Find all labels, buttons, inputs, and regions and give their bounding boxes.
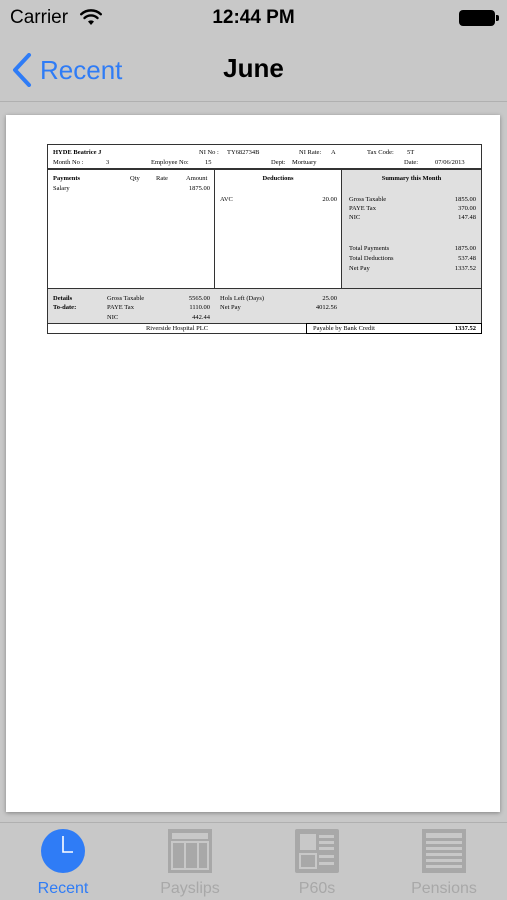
back-button-label: Recent	[40, 54, 123, 85]
battery-icon	[459, 10, 495, 26]
status-bar	[0, 0, 507, 38]
payable-amount: 1337.52	[454, 325, 476, 332]
deduction-item-label: AVC	[220, 196, 233, 203]
tab-p60s[interactable]	[254, 823, 380, 900]
tax-code-value: 5T	[407, 149, 415, 156]
summary-paye-tax-label: PAYE Tax	[349, 205, 376, 212]
hols-left-value: 25.00	[322, 295, 337, 302]
tax-code-label: Tax Code:	[367, 149, 394, 156]
clock-icon	[40, 828, 86, 874]
summary-total-payments-value: 1875.00	[454, 245, 476, 252]
employee-name: HYDE Beatrice J	[53, 149, 102, 156]
payments-header: Payments	[53, 175, 81, 182]
tab-payslips-label: Payslips	[160, 880, 220, 897]
navigation-bar	[0, 38, 507, 102]
payable-label: Payable by Bank Credit	[313, 325, 375, 332]
tab-pensions-label: Pensions	[411, 880, 477, 897]
details-nic-label: NIC	[107, 314, 119, 321]
summary-net-pay-value: 1337.52	[454, 265, 476, 272]
pensions-icon	[421, 828, 467, 874]
summary-header: Summary this Month	[381, 175, 442, 182]
summary-paye-tax-value: 370.00	[458, 205, 476, 212]
hols-left-label: Hols Left (Days)	[220, 295, 265, 302]
ni-no-label: NI No :	[199, 149, 219, 156]
date-label: Date:	[404, 159, 419, 166]
tab-bar	[0, 822, 507, 900]
payslip-page	[6, 115, 500, 812]
summary-gross-taxable-label: Gross Taxable	[349, 196, 387, 203]
clock-time: 12:44 PM	[212, 7, 295, 28]
details-net-pay-value: 4012.56	[315, 304, 337, 311]
employer-name: Riverside Hospital PLC	[145, 325, 209, 332]
payment-item-amount: 1875.00	[188, 185, 210, 192]
month-no-value: 3	[106, 159, 110, 166]
summary-total-payments-label: Total Payments	[349, 245, 390, 252]
tab-recent-label: Recent	[37, 880, 89, 897]
details-label: Details	[53, 295, 73, 302]
details-net-pay-label: Net Pay	[220, 304, 241, 311]
summary-gross-taxable-value: 1855.00	[454, 196, 476, 203]
details-gross-taxable-label: Gross Taxable	[107, 295, 145, 302]
payment-item-label: Salary	[53, 185, 70, 192]
p60s-icon	[294, 828, 340, 874]
deduction-item-amount: 20.00	[322, 196, 337, 203]
rate-header: Rate	[156, 175, 168, 182]
deductions-section	[214, 169, 342, 289]
summary-nic-value: 147.48	[458, 214, 476, 221]
amount-header: Amount	[186, 175, 208, 182]
details-gross-taxable-value: 5565.00	[188, 295, 210, 302]
details-nic-value: 442.44	[192, 314, 210, 321]
carrier-label: Carrier	[10, 7, 69, 28]
employee-no-label: Employee No:	[151, 159, 189, 166]
summary-total-deductions-value: 537.48	[458, 255, 476, 262]
ni-rate-label: NI Rate:	[299, 149, 322, 156]
payslips-icon	[167, 828, 213, 874]
document-viewer[interactable]	[0, 103, 507, 821]
details-paye-tax-label: PAYE Tax	[107, 304, 134, 311]
details-paye-tax-value: 1110.00	[189, 304, 210, 311]
dept-value: Mortuary	[292, 159, 317, 166]
tab-recent[interactable]	[0, 823, 126, 900]
deductions-header: Deductions	[262, 175, 294, 182]
tab-payslips[interactable]	[127, 823, 253, 900]
qty-header: Qty	[130, 175, 140, 182]
tab-pensions[interactable]	[381, 823, 507, 900]
month-no-label: Month No :	[53, 159, 84, 166]
summary-nic-label: NIC	[349, 214, 361, 221]
ni-no-value: TY682734B	[227, 149, 260, 156]
tab-p60s-label: P60s	[298, 880, 336, 897]
employee-no-value: 15	[205, 159, 212, 166]
dept-label: Dept:	[271, 159, 286, 166]
summary-total-deductions-label: Total Deductions	[349, 255, 394, 262]
ni-rate-value: A	[331, 149, 336, 156]
back-button[interactable]	[12, 52, 122, 88]
date-value: 07/06/2013	[435, 159, 465, 166]
chevron-left-icon	[12, 53, 32, 87]
summary-net-pay-label: Net Pay	[349, 265, 370, 272]
page-title: June	[223, 53, 284, 83]
to-date-label: To-date:	[53, 304, 77, 311]
